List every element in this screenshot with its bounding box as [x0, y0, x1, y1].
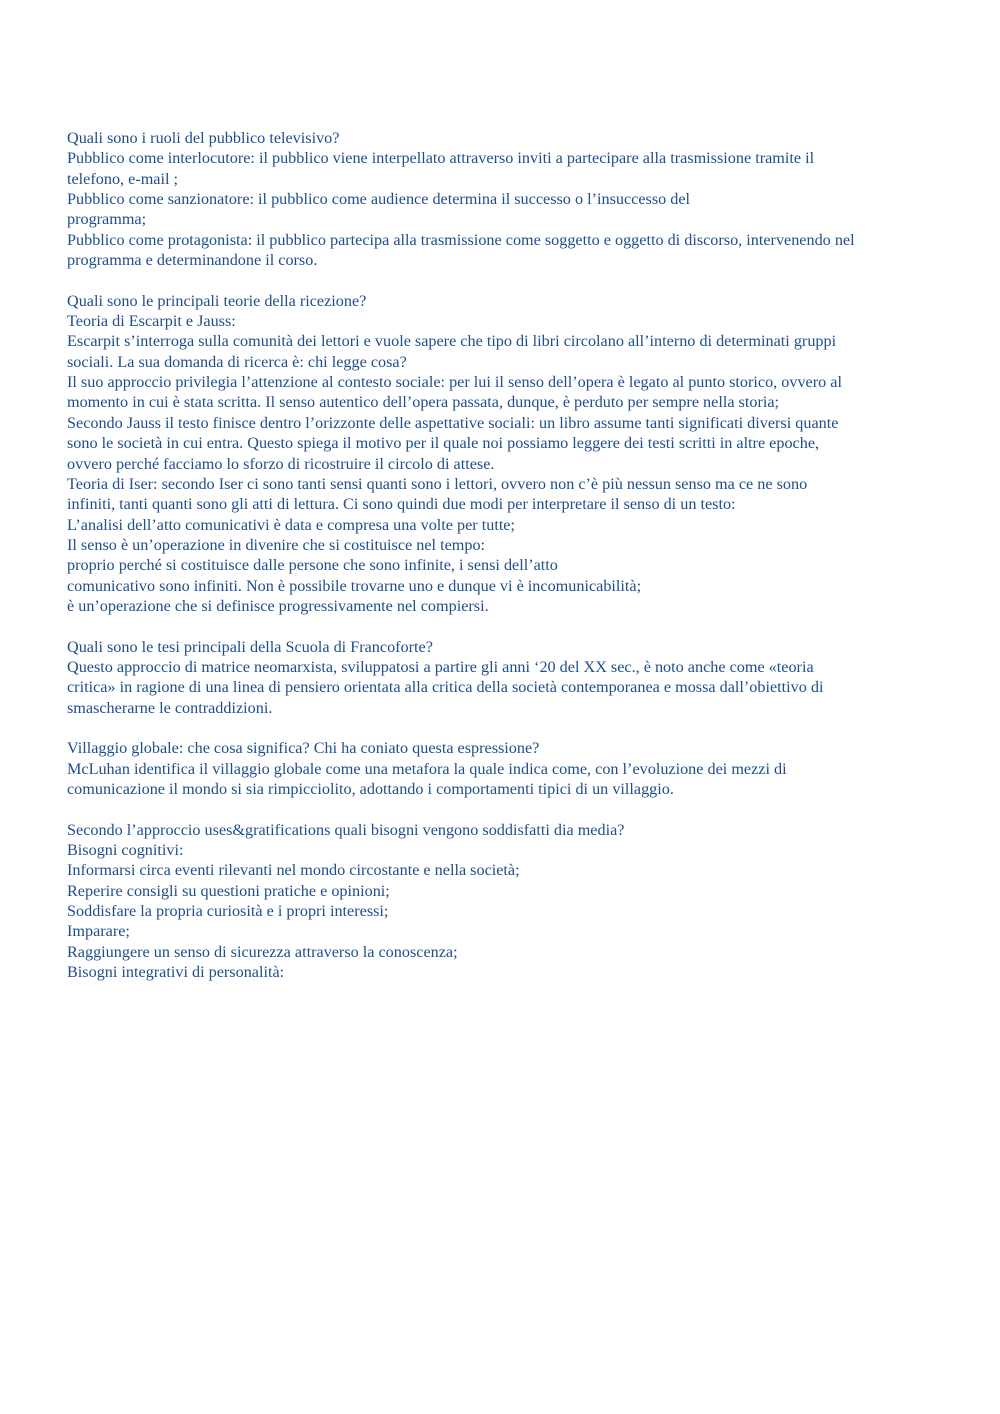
- text-line: Teoria di Escarpit e Jauss:: [67, 312, 236, 331]
- document-page: [67, 128, 942, 982]
- text-line: momento in cui è stata scritta. Il senso autentico dell’opera passata, dunque, è perduto per sempre nella storia;: [67, 393, 780, 412]
- paragraph-gap: [67, 799, 942, 819]
- text-line: programma;: [67, 210, 147, 229]
- qa-section: [67, 820, 942, 983]
- text-line: McLuhan identifica il villaggio globale come una metafora la quale indica come, con l’evoluzione dei mezzi di: [67, 759, 787, 778]
- text-line: Pubblico come interlocutore: il pubblico viene interpellato attraverso inviti a partecipare alla trasmissione tramite il: [67, 149, 815, 168]
- text-line: Bisogni integrativi di personalità:: [67, 963, 285, 982]
- text-line: Imparare;: [67, 922, 130, 941]
- text-line: Pubblico come sanzionatore: il pubblico come audience determina il successo o l’insuccesso del: [67, 190, 691, 209]
- text-line: Secondo Jauss il testo finisce dentro l’orizzonte delle aspettative sociali: un libro assume tanti significati diversi quante: [67, 413, 839, 432]
- text-line: ovvero perché facciamo lo sforzo di ricostruire il circolo di attese.: [67, 454, 495, 473]
- text-line: Raggiungere un senso di sicurezza attraverso la conoscenza;: [67, 942, 458, 961]
- text-line: Informarsi circa eventi rilevanti nel mondo circostante e nella società;: [67, 861, 520, 880]
- text-line: critica» in ragione di una linea di pensiero orientata alla critica della società contemporanea e mossa dall’obiettivo di: [67, 678, 824, 697]
- text-line: è un’operazione che si definisce progressivamente nel compiersi.: [67, 596, 489, 615]
- text-line: programma e determinandone il corso.: [67, 251, 318, 270]
- text-line: sono le società in cui entra. Questo spiega il motivo per il quale noi possiamo leggere dei testi scritti in altre epoche,: [67, 434, 820, 453]
- question-heading: Quali sono le tesi principali della Scuola di Francoforte?: [67, 637, 433, 656]
- paragraph-gap: [67, 270, 942, 290]
- text-line: Escarpit s’interroga sulla comunità dei lettori e vuole sapere che tipo di libri circolano all’interno di determinati gruppi: [67, 332, 837, 351]
- qa-section: [67, 128, 942, 270]
- text-line: infiniti, tanti quanti sono gli atti di lettura. Ci sono quindi due modi per interpretare il senso di un testo:: [67, 495, 736, 514]
- text-line: Reperire consigli su questioni pratiche e opinioni;: [67, 881, 390, 900]
- text-line: smascherarne le contraddizioni.: [67, 698, 273, 717]
- text-line: Il suo approccio privilegia l’attenzione al contesto sociale: per lui il senso dell’opera è legato al punto storico, ovvero al: [67, 373, 842, 392]
- qa-section: [67, 637, 942, 718]
- text-line: Il senso è un’operazione in divenire che si costituisce nel tempo:: [67, 535, 486, 554]
- text-line: Soddisfare la propria curiosità e i propri interessi;: [67, 902, 389, 921]
- text-line: comunicazione il mondo si sia rimpicciolito, adottando i comportamenti tipici di un villaggio.: [67, 780, 674, 798]
- question-heading: Quali sono i ruoli del pubblico televisivo?: [67, 129, 340, 147]
- text-line: proprio perché si costituisce dalle persone che sono infinite, i sensi dell’atto: [67, 556, 558, 575]
- text-line: telefono, e-mail ;: [67, 169, 179, 188]
- text-line: L’analisi dell’atto comunicativi è data e compresa una volte per tutte;: [67, 515, 515, 534]
- paragraph-gap: [67, 718, 942, 738]
- qa-section: [67, 291, 942, 617]
- qa-section: [67, 738, 942, 799]
- text-line: Pubblico come protagonista: il pubblico partecipa alla trasmissione come soggetto e oggetto di discorso, intervenendo nel: [67, 230, 855, 249]
- text-line: sociali. La sua domanda di ricerca è: chi legge cosa?: [67, 352, 407, 371]
- text-line: Questo approccio di matrice neomarxista, sviluppatosi a partire gli anni ‘20 del XX sec., è noto anche come «teoria: [67, 657, 814, 676]
- question-heading: Quali sono le principali teorie della ricezione?: [67, 291, 367, 310]
- question-heading: Villaggio globale: che cosa significa? Chi ha coniato questa espressione?: [67, 739, 540, 758]
- paragraph-gap: [67, 616, 942, 636]
- text-line: Teoria di Iser: secondo Iser ci sono tanti sensi quanti sono i lettori, ovvero non c’è più nessun senso ma ce ne sono: [67, 474, 808, 493]
- text-line: Bisogni cognitivi:: [67, 841, 184, 860]
- text-line: comunicativo sono infiniti. Non è possibile trovarne uno e dunque vi è incomunicabilità;: [67, 576, 642, 595]
- question-heading: Secondo l’approccio uses&gratifications quali bisogni vengono soddisfatti dia media?: [67, 820, 625, 839]
